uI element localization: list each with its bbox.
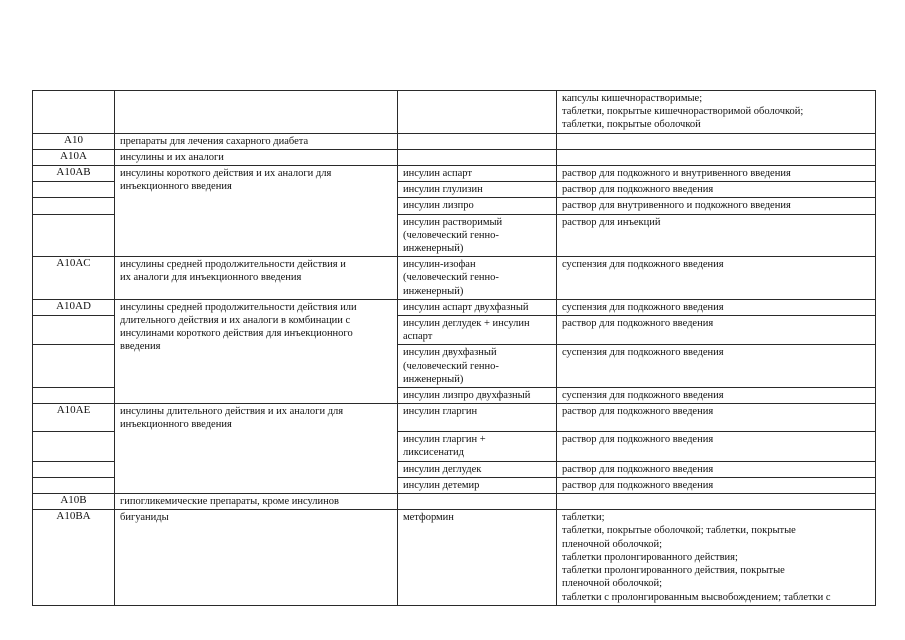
dosage-form-cell: раствор для подкожного и внутривенного введения <box>557 166 876 182</box>
group-name-cell: инсулины короткого действия и их аналоги для инъекционного введения <box>115 166 398 257</box>
table-row <box>33 494 876 510</box>
table-row <box>33 257 876 300</box>
drug-name-cell: инсулин гларгин + ликсисенатид <box>398 432 557 461</box>
drug-name-cell: метформин <box>398 510 557 606</box>
dosage-form-cell: раствор для подкожного введения <box>557 404 876 432</box>
atc-code-cell: A10 <box>33 133 115 149</box>
atc-code-cell: A10A <box>33 149 115 165</box>
group-name-cell: препараты для лечения сахарного диабета <box>115 133 398 149</box>
atc-code-cell <box>33 345 115 388</box>
table-row <box>33 299 876 315</box>
atc-code-cell: A10B <box>33 494 115 510</box>
group-name-cell: инсулины средней продолжительности действия и их аналоги для инъекционного введения <box>115 257 398 300</box>
drug-name-cell: инсулин детемир <box>398 477 557 493</box>
dosage-form-cell: раствор для инъекций <box>557 214 876 257</box>
table-row <box>33 404 876 432</box>
dosage-form-cell: суспензия для подкожного введения <box>557 388 876 404</box>
dosage-form-cell: раствор для подкожного введения <box>557 182 876 198</box>
group-name-cell <box>115 91 398 134</box>
atc-code-cell: A10AD <box>33 299 115 315</box>
atc-code-cell: A10AE <box>33 404 115 432</box>
drug-name-cell: инсулин-изофан (человеческий генно- инженерный) <box>398 257 557 300</box>
drug-name-cell <box>398 149 557 165</box>
drug-name-cell <box>398 494 557 510</box>
atc-code-cell: A10BA <box>33 510 115 606</box>
atc-code-cell <box>33 432 115 461</box>
drug-name-cell: инсулин аспарт <box>398 166 557 182</box>
dosage-form-cell <box>557 133 876 149</box>
atc-code-cell <box>33 477 115 493</box>
dosage-form-cell: капсулы кишечнорастворимые; таблетки, покрытые кишечнорастворимой оболочкой; таблетки, покрытые оболочкой <box>557 91 876 134</box>
drug-name-cell <box>398 133 557 149</box>
dosage-form-cell: раствор для подкожного введения <box>557 432 876 461</box>
dosage-form-cell <box>557 494 876 510</box>
group-name-cell: инсулины длительного действия и их аналоги для инъекционного введения <box>115 404 398 494</box>
drug-name-cell: инсулин лизпро двухфазный <box>398 388 557 404</box>
atc-code-cell <box>33 214 115 257</box>
table-row <box>33 149 876 165</box>
table-row <box>33 91 876 134</box>
dosage-form-cell: суспензия для подкожного введения <box>557 345 876 388</box>
atc-code-cell <box>33 461 115 477</box>
group-name-cell: бигуаниды <box>115 510 398 606</box>
drug-name-cell: инсулин глулизин <box>398 182 557 198</box>
drug-name-cell: инсулин деглудек <box>398 461 557 477</box>
atc-code-cell <box>33 198 115 214</box>
dosage-form-cell: таблетки; таблетки, покрытые оболочкой; таблетки, покрытые пленочной оболочкой; таблетки пролонгированного действия; таблетки пролонгированного действия, покрытые пленочной оболочкой; таблетки с пролонгированным высвобождением; таблетки с <box>557 510 876 606</box>
group-name-cell: гипогликемические препараты, кроме инсулинов <box>115 494 398 510</box>
dosage-form-cell: раствор для внутривенного и подкожного введения <box>557 198 876 214</box>
drug-name-cell: инсулин гларгин <box>398 404 557 432</box>
drug-name-cell <box>398 91 557 134</box>
dosage-form-cell: раствор для подкожного введения <box>557 461 876 477</box>
drug-name-cell: инсулин деглудек + инсулин аспарт <box>398 316 557 345</box>
table-row <box>33 510 876 606</box>
drug-name-cell: инсулин двухфазный (человеческий генно- инженерный) <box>398 345 557 388</box>
group-name-cell: инсулины средней продолжительности действия или длительного действия и их аналоги в комбинации с инсулинами короткого действия для инъекционного введения <box>115 299 398 403</box>
table-row <box>33 133 876 149</box>
dosage-form-cell <box>557 149 876 165</box>
atc-code-cell <box>33 182 115 198</box>
document-page <box>32 90 875 606</box>
atc-code-cell: A10AC <box>33 257 115 300</box>
atc-code-cell: A10AB <box>33 166 115 182</box>
drug-name-cell: инсулин аспарт двухфазный <box>398 299 557 315</box>
dosage-form-cell: суспензия для подкожного введения <box>557 299 876 315</box>
drug-name-cell: инсулин лизпро <box>398 198 557 214</box>
atc-code-cell <box>33 91 115 134</box>
atc-code-cell <box>33 316 115 345</box>
drug-table <box>32 90 876 606</box>
table-row <box>33 166 876 182</box>
dosage-form-cell: раствор для подкожного введения <box>557 477 876 493</box>
dosage-form-cell: суспензия для подкожного введения <box>557 257 876 300</box>
group-name-cell: инсулины и их аналоги <box>115 149 398 165</box>
atc-code-cell <box>33 388 115 404</box>
dosage-form-cell: раствор для подкожного введения <box>557 316 876 345</box>
drug-name-cell: инсулин растворимый (человеческий генно- инженерный) <box>398 214 557 257</box>
